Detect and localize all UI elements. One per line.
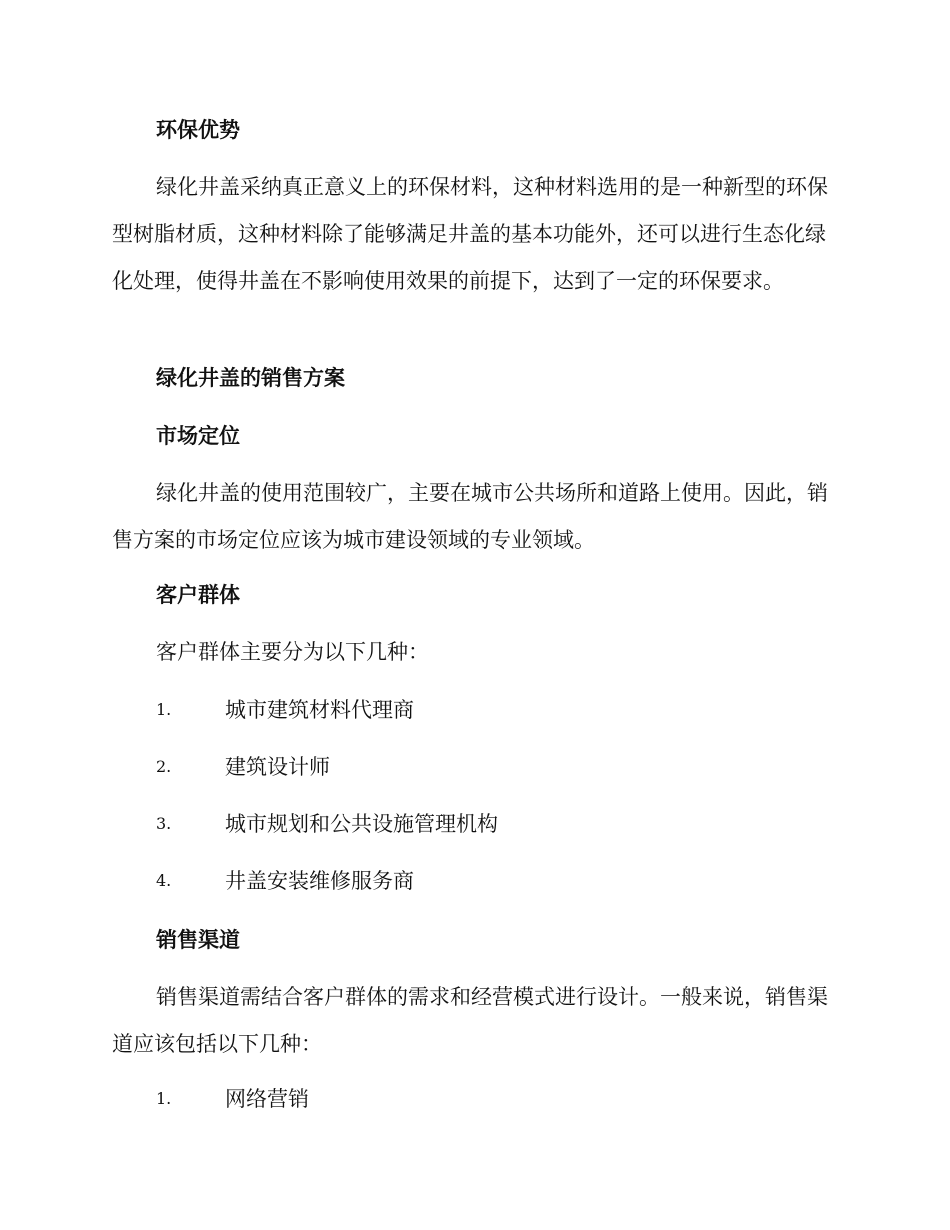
list-text: 城市规划和公共设施管理机构	[225, 812, 498, 836]
list-number: 1.	[156, 1089, 172, 1108]
list-text: 建筑设计师	[225, 755, 330, 779]
customer-intro: 客户群体主要分为以下几种：	[156, 640, 429, 664]
customer-list-item	[156, 809, 796, 839]
list-number: 2.	[156, 757, 172, 776]
section-heading-channel: 销售渠道	[156, 928, 240, 952]
section-heading-customer: 客户群体	[156, 583, 240, 607]
list-number: 3.	[156, 814, 172, 833]
section-heading-market: 市场定位	[156, 424, 240, 448]
list-text: 网络营销	[225, 1087, 309, 1111]
section-heading-eco: 环保优势	[156, 118, 240, 142]
channel-paragraph: 销售渠道需结合客户群体的需求和经营模式进行设计。一般来说，销售渠道应该包括以下几种：	[112, 985, 828, 1056]
market-paragraph: 绿化井盖的使用范围较广，主要在城市公共场所和道路上使用。因此，销售方案的市场定位应该为城市建设领域的专业领域。	[112, 481, 828, 552]
list-text: 井盖安装维修服务商	[225, 869, 414, 893]
list-number: 1.	[156, 700, 172, 719]
list-number: 4.	[156, 871, 172, 890]
customer-list-item	[156, 752, 796, 782]
channel-list-item	[156, 1084, 796, 1114]
customer-list-item	[156, 866, 796, 896]
eco-paragraph: 绿化井盖采纳真正意义上的环保材料，这种材料选用的是一种新型的环保型树脂材质，这种材料除了能够满足井盖的基本功能外，还可以进行生态化绿化处理，使得井盖在不影响使用效果的前提下，达到了一定的环保要求。	[112, 175, 828, 293]
list-text: 城市建筑材料代理商	[225, 698, 414, 722]
section-heading-sales-plan: 绿化井盖的销售方案	[156, 366, 345, 390]
customer-list-item	[156, 695, 796, 725]
